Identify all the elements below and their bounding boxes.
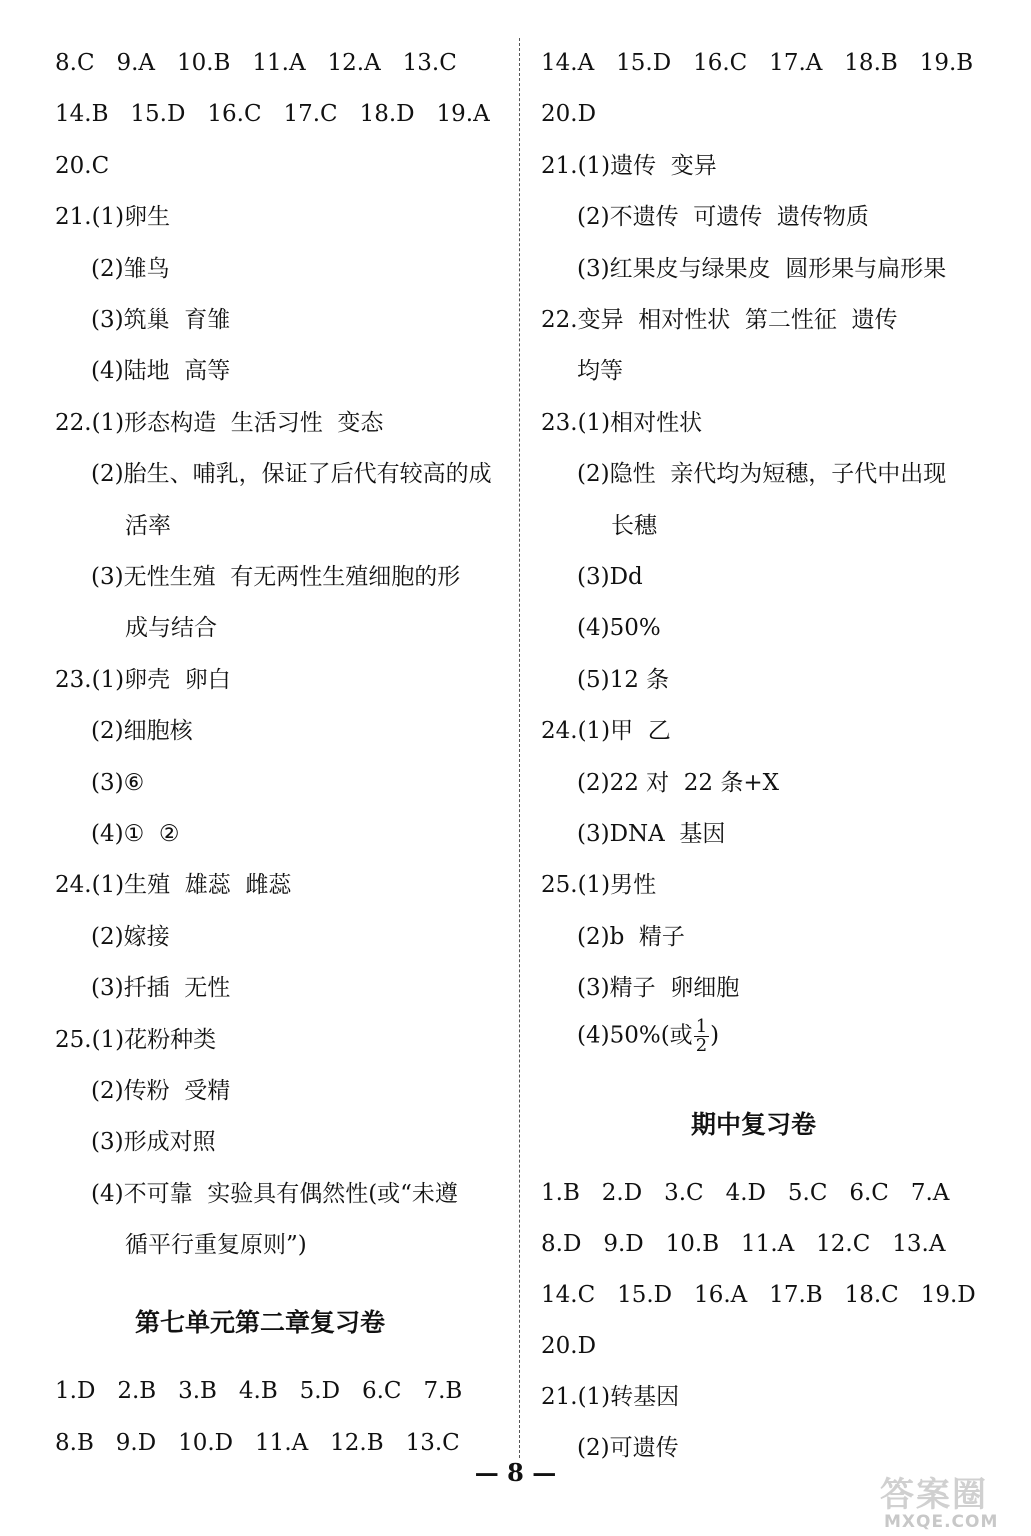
- answer-line: 均等: [577, 358, 623, 385]
- answer-line: (2)b 精子: [577, 923, 685, 950]
- watermark-text: MXQE.COM: [884, 1512, 999, 1532]
- answer-line: (2)不遗传 可遗传 遗传物质: [577, 204, 869, 231]
- answer-line: 14.B 15.D 16.C 17.C 18.D 19.A: [55, 101, 490, 128]
- answer-line: (3)⑥: [91, 769, 145, 796]
- fraction-suffix: ): [710, 1022, 720, 1049]
- fraction-prefix: (4)50%(或: [577, 1022, 693, 1049]
- section-heading: 期中复习卷: [691, 1110, 817, 1139]
- answer-line: 22.变异 相对性状 第二性征 遗传: [541, 307, 898, 333]
- answer-line: (2)可遗传: [577, 1435, 679, 1461]
- answer-line: 22.(1)形态构造 生活习性 变态: [55, 409, 384, 436]
- answer-line: 24.(1)生殖 雄蕊 雌蕊: [55, 872, 292, 899]
- answer-line: 25.(1)男性: [541, 872, 657, 899]
- answer-line: 8.C 9.A 10.B 11.A 12.A 13.C: [55, 50, 457, 76]
- answer-line: 21.(1)卵生: [55, 204, 171, 231]
- answer-line: 23.(1)相对性状: [541, 409, 703, 436]
- answer-line: 24.(1)甲 乙: [541, 718, 671, 745]
- answer-line: (2)传粉 受精: [91, 1078, 231, 1104]
- answer-line: 21.(1)遗传 变异: [541, 152, 717, 179]
- answer-line: (2)嫁接: [91, 923, 170, 950]
- answer-line: 活率: [125, 512, 171, 539]
- section-heading: 第七单元第二章复习卷: [135, 1308, 386, 1337]
- answer-line: 长穗: [611, 512, 657, 539]
- fraction-numerator: 1: [695, 1016, 708, 1037]
- fraction-denominator: 2: [695, 1035, 708, 1056]
- answer-line: 20.D: [541, 101, 597, 128]
- answer-line-fraction: [577, 1018, 719, 1055]
- answer-line: 14.C 15.D 16.A 17.B 18.C 19.D: [541, 1282, 976, 1308]
- answer-line: (2)隐性 亲代均为短穗，子代中出现: [577, 461, 947, 488]
- answer-line: (3)精子 卵细胞: [577, 975, 740, 1002]
- answer-line: (3)筑巢 育雏: [91, 307, 231, 333]
- watermark-logo: [880, 1475, 1025, 1532]
- page-number: — 8 —: [474, 1458, 557, 1487]
- answer-line: (3)红果皮与绿果皮 圆形果与扁形果: [577, 255, 947, 282]
- answer-line: 1.B 2.D 3.C 4.D 5.C 6.C 7.A: [541, 1180, 950, 1206]
- answer-line: (3)形成对照: [91, 1129, 216, 1156]
- fraction: [694, 1018, 709, 1055]
- answer-line: 1.D 2.B 3.B 4.B 5.D 6.C 7.B: [55, 1378, 463, 1404]
- answer-line: (4)50%: [577, 615, 661, 642]
- answer-line: 20.D: [541, 1333, 597, 1359]
- answer-line: 8.B 9.D 10.D 11.A 12.B 13.C: [55, 1430, 460, 1456]
- answer-line: 20.C: [55, 152, 110, 179]
- answer-line: (3)扦插 无性: [91, 975, 231, 1002]
- answer-line: (5)12 条: [577, 666, 670, 693]
- answer-line: 循平行重复原则”): [125, 1232, 307, 1259]
- answer-line: (2)胎生、哺乳，保证了后代有较高的成: [91, 461, 492, 488]
- answer-line: (4)陆地 高等: [91, 358, 231, 385]
- answer-line: (3)Dd: [577, 564, 643, 590]
- answer-line: 21.(1)转基因: [541, 1384, 680, 1410]
- answer-line: (2)22 对 22 条+X: [577, 769, 780, 796]
- answer-line: (2)雏鸟: [91, 255, 170, 282]
- answer-line: 8.D 9.D 10.B 11.A 12.C 13.A: [541, 1231, 946, 1257]
- answer-line: 成与结合: [125, 615, 217, 642]
- answer-line: (2)细胞核: [91, 718, 193, 745]
- answer-line: (4)① ②: [91, 821, 180, 847]
- answer-line: 23.(1)卵壳 卵白: [55, 666, 231, 693]
- answer-line: 25.(1)花粉种类: [55, 1026, 217, 1053]
- answer-line: (3)无性生殖 有无两性生殖细胞的形: [91, 564, 461, 590]
- answer-line: 14.A 15.D 16.C 17.A 18.B 19.B: [541, 50, 974, 76]
- answer-line: (3)DNA 基因: [577, 821, 726, 847]
- watermark-glyphs: 答案圈: [880, 1475, 988, 1515]
- answer-line: (4)不可靠 实验具有偶然性(或“未遵: [91, 1180, 458, 1207]
- column-divider: [519, 38, 520, 1458]
